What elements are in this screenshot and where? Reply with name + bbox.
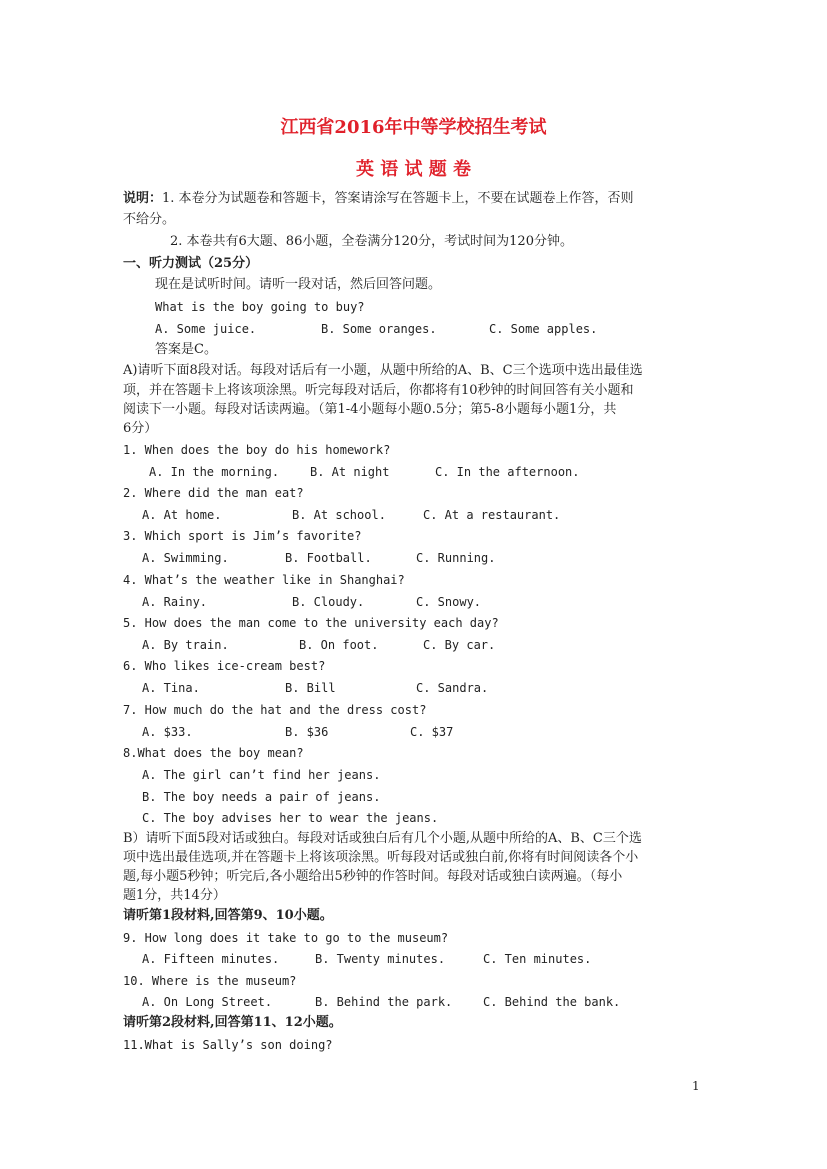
question-9: 9. How long does it take to go to the museum? (123, 931, 449, 945)
q6-option-c: C. Sandra. (416, 681, 489, 695)
q8-option-a: A. The girl can’t find her jeans. (142, 768, 381, 782)
question-6: 6. Who likes ice-cream best? (123, 659, 326, 673)
section1-heading: 一、听力测试（25分） (123, 256, 259, 271)
notes-line2: 2. 本卷共有6大题、86小题，全卷满分120分，考试时间为120分钟。 (170, 234, 573, 249)
q5-option-b: B. On foot. (299, 638, 379, 652)
q5-option-c: C. By car. (423, 638, 496, 652)
q3-option-b: B. Football. (285, 551, 372, 565)
practice-answer: 答案是C。 (155, 342, 217, 357)
q9-option-c: C. Ten minutes. (483, 952, 592, 966)
question-1: 1. When does the boy do his homework? (123, 443, 391, 457)
q8-option-b: B. The boy needs a pair of jeans. (142, 790, 381, 804)
q4-option-b: B. Cloudy. (292, 595, 365, 609)
q5-option-a: A. By train. (142, 638, 229, 652)
q9-option-b: B. Twenty minutes. (315, 952, 446, 966)
material-1-heading: 请听第1段材料,回答第9、10小题。 (123, 908, 333, 923)
q10-option-c: C. Behind the bank. (483, 995, 621, 1009)
practice-question: What is the boy going to buy? (155, 300, 365, 314)
q4-option-a: A. Rainy. (142, 595, 208, 609)
question-11: 11.What is Sally’s son doing? (123, 1038, 333, 1052)
q2-option-c: C. At a restaurant. (423, 508, 561, 522)
partA-line: 6分） (123, 421, 158, 436)
partA-line: 项，并在答题卡上将该项涂黑。听完每段对话后，你都将有10秒钟的时间回答有关小题和 (123, 383, 634, 398)
notes-line1a: 1. 本卷分为试题卷和答题卡，答案请涂写在答题卡上，不要在试题卷上作答，否则 (162, 191, 634, 206)
practice-option-b: B. Some oranges. (321, 322, 437, 336)
partB-line: 题,每小题5秒钟；听完后,各小题给出5秒钟的作答时间。每段对话或独白读两遍。（每小 (123, 869, 623, 884)
page-number: 1 (692, 1079, 700, 1093)
q10-option-a: A. On Long Street. (142, 995, 273, 1009)
q2-option-b: B. At school. (292, 508, 386, 522)
notes-line1 (123, 190, 634, 208)
q3-option-a: A. Swimming. (142, 551, 229, 565)
notes-line1b: 不给分。 (123, 212, 176, 227)
q2-option-a: A. At home. (142, 508, 222, 522)
q4-option-c: C. Snowy. (416, 595, 482, 609)
question-10: 10. Where is the museum? (123, 974, 297, 988)
question-5: 5. How does the man come to the university each day? (123, 616, 499, 630)
material-2-heading: 请听第2段材料,回答第11、12小题。 (123, 1015, 342, 1030)
q3-option-c: C. Running. (416, 551, 496, 565)
question-8: 8.What does the boy mean? (123, 746, 304, 760)
practice-option-c: C. Some apples. (489, 322, 598, 336)
q6-option-b: B. Bill (285, 681, 336, 695)
page-subtitle: 英 语 试 题 卷 (355, 159, 472, 180)
practice-option-a: A. Some juice. (155, 322, 257, 336)
q10-option-b: B. Behind the park. (315, 995, 453, 1009)
q9-option-a: A. Fifteen minutes. (142, 952, 280, 966)
question-7: 7. How much do the hat and the dress cost? (123, 703, 427, 717)
practice-intro: 现在是试听时间。请听一段对话，然后回答问题。 (155, 277, 442, 292)
partB-line: 项中选出最佳选项,并在答题卡上将该项涂黑。听每段对话或独白前,你将有时间阅读各个小 (123, 850, 639, 865)
partB-line: B）请听下面5段对话或独白。每段对话或独白后有几个小题,从题中所给的A、B、C三个选 (123, 831, 642, 846)
partA-line: 阅读下一小题。每段对话读两遍。（第1-4小题每小题0.5分；第5-8小题每小题1分，共 (123, 402, 617, 417)
notes-label: 说明： (123, 191, 163, 206)
q8-option-c: C. The boy advises her to wear the jeans. (142, 811, 439, 825)
q6-option-a: A. Tina. (142, 681, 200, 695)
question-2: 2. Where did the man eat? (123, 486, 304, 500)
q7-option-b: B. $36 (285, 725, 329, 739)
q7-option-c: C. $37 (410, 725, 454, 739)
q1-option-b: B. At night (310, 465, 390, 479)
question-4: 4. What’s the weather like in Shanghai? (123, 573, 405, 587)
q1-option-a: A. In the morning. (149, 465, 280, 479)
partB-line: 题1分，共14分） (123, 888, 226, 903)
question-3: 3. Which sport is Jim’s favorite? (123, 529, 362, 543)
q1-option-c: C. In the afternoon. (435, 465, 580, 479)
partA-line: A)请听下面8段对话。每段对话后有一小题，从题中所给的A、B、C三个选项中选出最佳选 (123, 363, 643, 378)
q7-option-a: A. $33. (142, 725, 193, 739)
page-title: 江西省2016年中等学校招生考试 (280, 117, 547, 138)
